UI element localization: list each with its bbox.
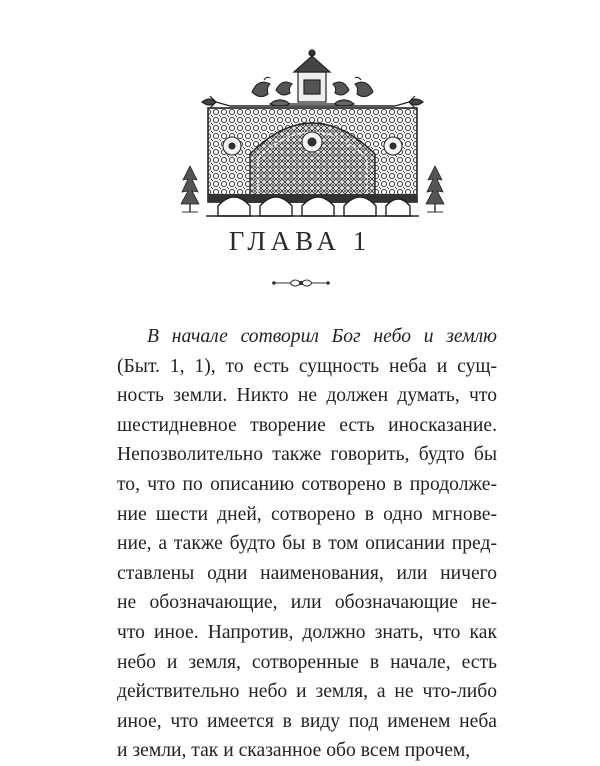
paragraph-line: (Быт. 1, 1), то есть сущность неба и сущ- [117, 355, 497, 377]
chapter-title: ГЛАВА 1 [228, 226, 372, 256]
paragraph-line: В начале сотворил Бог небо и землю [147, 326, 497, 347]
paragraph-line: действительно небо и земля, а не что-либо [117, 681, 497, 703]
paragraph-line: небо и земля, сотворенные в начале, есть [117, 651, 497, 673]
ornamental-divider-icon [270, 276, 332, 290]
paragraph-line: иное, что имеется в виду под именем неба [117, 710, 497, 732]
paragraph-line: ставлены одни наименования, или ничего [117, 562, 497, 584]
paragraph-line: шестидневное творение есть иносказание. [117, 414, 497, 436]
paragraph-line: Непозволительно также говорить, будто бы [117, 444, 497, 466]
paragraph-line: что иное. Напротив, должно знать, что как [117, 621, 497, 643]
paragraph-line: ние шести дней, сотворено в одно мгнове- [117, 503, 497, 525]
right-tree-icon [426, 166, 444, 212]
paragraph-line: то, что по описанию сотворено в продолже- [117, 473, 497, 495]
paragraph-line: ность земли. Никто не должен думать, что [117, 385, 497, 407]
left-tree-icon [181, 166, 199, 212]
paragraph-line: ние, а также будто бы в том описании пред- [117, 533, 497, 555]
ornamental-arcade-headpiece-icon [180, 44, 445, 219]
paragraph-line: не обозначающие, или обозначающие не- [117, 592, 497, 614]
chapter-paragraph [117, 322, 497, 766]
paragraph-line: и земли, так и сказанное обо всем прочем, [117, 740, 471, 762]
